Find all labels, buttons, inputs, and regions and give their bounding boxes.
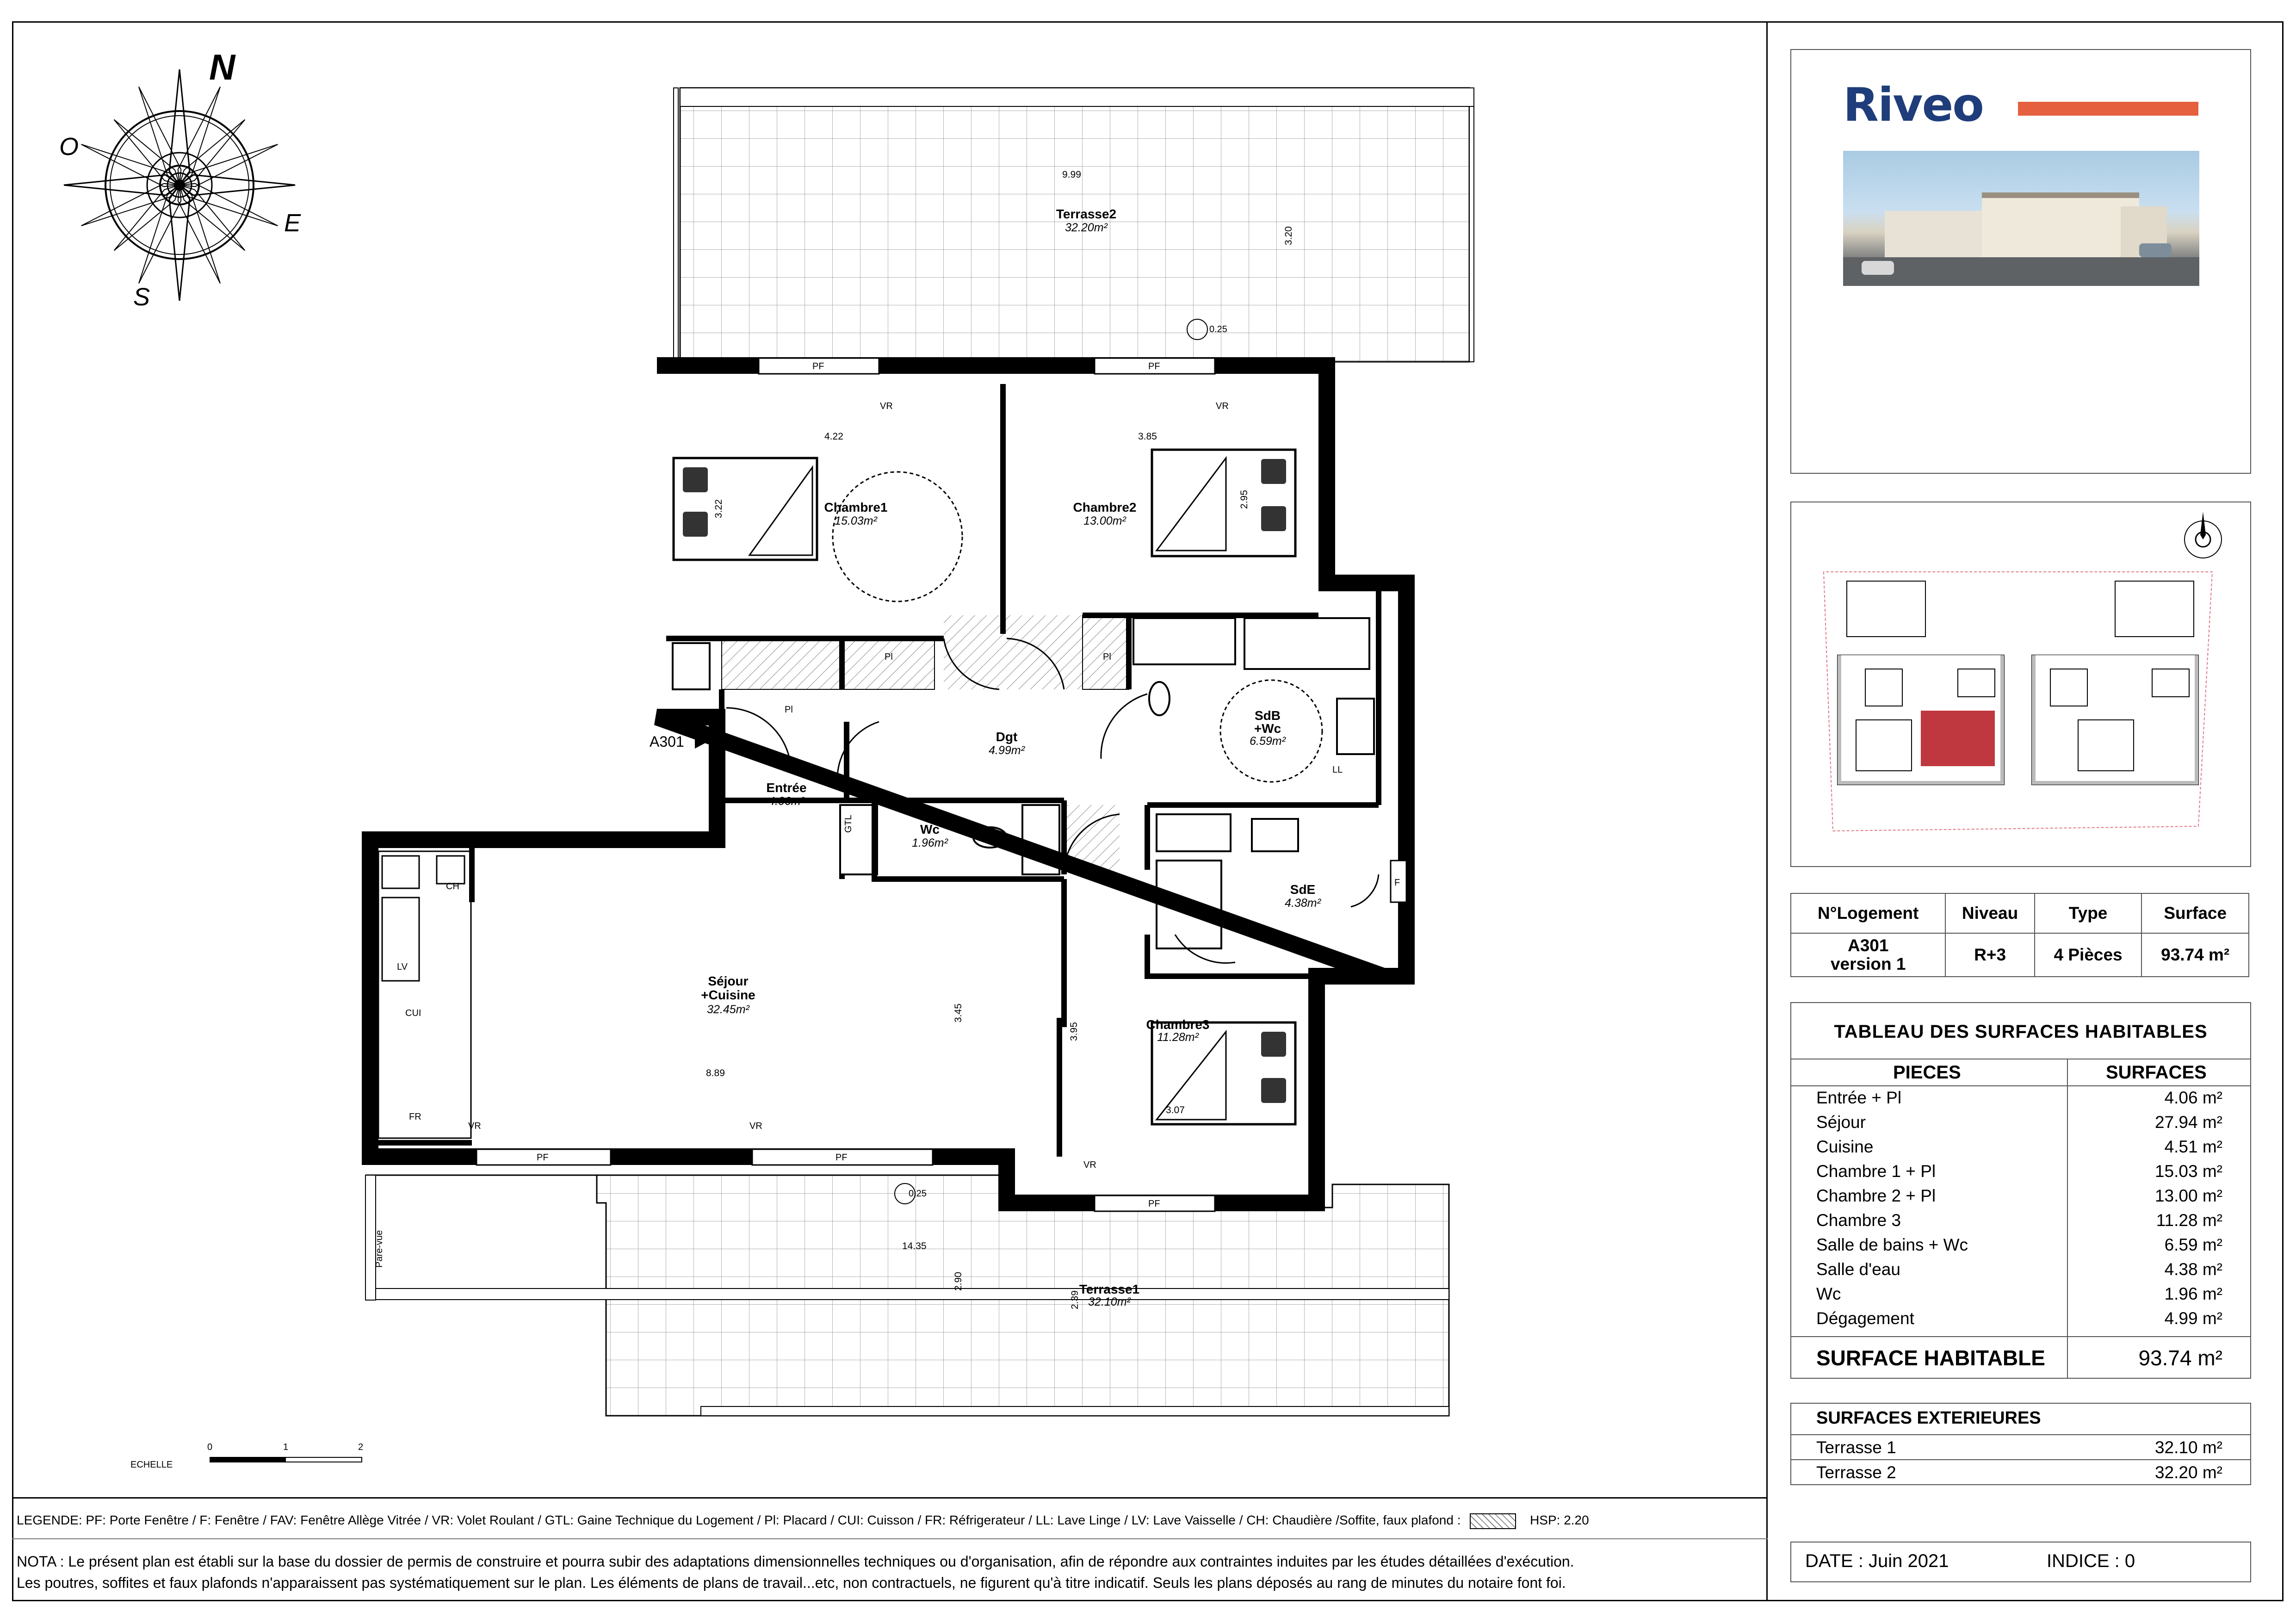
table-row xyxy=(1791,1159,2250,1183)
compass-south: S xyxy=(133,283,150,311)
value-surface: 93.74 m² xyxy=(2141,933,2249,977)
svg-text:PF: PF xyxy=(1148,361,1160,372)
table-row xyxy=(1791,1183,2250,1208)
piece-name: Dégagement xyxy=(1816,1309,1914,1328)
table-row xyxy=(1791,1306,2250,1331)
svg-text:4.06m²: 4.06m² xyxy=(768,795,805,808)
exterior-name: Terrasse 2 xyxy=(1816,1463,1896,1482)
svg-text:CUI: CUI xyxy=(405,1008,421,1018)
svg-text:2.90: 2.90 xyxy=(953,1272,964,1291)
svg-text:VR: VR xyxy=(468,1121,481,1131)
piece-surface: 13.00 m² xyxy=(2154,1186,2222,1205)
piece-name: Séjour xyxy=(1816,1113,1866,1132)
soffit-hatch-swatch xyxy=(1470,1513,1516,1529)
col-surfaces: SURFACES xyxy=(2106,1062,2207,1083)
svg-text:F: F xyxy=(1394,878,1400,888)
surfaces-header xyxy=(1791,1059,2250,1086)
svg-text:PF: PF xyxy=(835,1152,848,1163)
header-logement: N°Logement xyxy=(1791,893,1945,933)
svg-text:+Cuisine: +Cuisine xyxy=(701,988,755,1002)
total-value: 93.74 m² xyxy=(2138,1346,2222,1370)
svg-text:8.89: 8.89 xyxy=(706,1068,725,1078)
apartment-entry-label: A301 xyxy=(650,733,684,750)
svg-text:Pl: Pl xyxy=(1103,652,1111,662)
svg-text:14.35: 14.35 xyxy=(902,1241,927,1251)
svg-text:GTL: GTL xyxy=(843,815,854,833)
total-label: SURFACE HABITABLE xyxy=(1816,1346,2045,1370)
svg-text:VR: VR xyxy=(1083,1160,1096,1170)
svg-text:4.99m²: 4.99m² xyxy=(989,744,1025,757)
table-row xyxy=(1791,1085,2250,1110)
svg-text:32.20m²: 32.20m² xyxy=(1065,221,1108,234)
svg-text:1: 1 xyxy=(283,1442,289,1452)
legend-line xyxy=(17,1513,1589,1529)
svg-text:9.99: 9.99 xyxy=(1062,169,1081,180)
svg-text:32.10m²: 32.10m² xyxy=(1088,1295,1131,1308)
header-type: Type xyxy=(2035,893,2142,933)
piece-name: Salle de bains + Wc xyxy=(1816,1235,1968,1254)
surfaces-total xyxy=(1791,1336,2250,1378)
svg-text:Dgt: Dgt xyxy=(996,730,1018,744)
svg-text:Pl: Pl xyxy=(785,705,793,715)
note-line-1: NOTA : Le présent plan est établi sur la base du dossier de permis de construire et pourra subir des adaptations dimensionnelles techniques ou d'organisation, afin de répondre aux contraintes induites par les études détaillées d'exécution. xyxy=(17,1553,1574,1570)
svg-text:0.25: 0.25 xyxy=(909,1189,927,1199)
svg-text:0: 0 xyxy=(207,1442,213,1452)
piece-surface: 4.99 m² xyxy=(2164,1309,2222,1328)
piece-name: Salle d'eau xyxy=(1816,1260,1900,1279)
svg-text:1.96m²: 1.96m² xyxy=(912,836,948,849)
svg-text:3.85: 3.85 xyxy=(1138,431,1157,442)
value-logement: A301 version 1 xyxy=(1791,933,1945,977)
sheet-border-right xyxy=(2282,21,2284,1601)
brand-logo: Riveo xyxy=(1843,78,1983,132)
svg-text:32.45m²: 32.45m² xyxy=(707,1003,749,1016)
svg-text:Entrée: Entrée xyxy=(766,781,807,795)
svg-text:11.28m²: 11.28m² xyxy=(1157,1031,1199,1044)
disclaimer-notes xyxy=(17,1551,1574,1593)
svg-text:PF: PF xyxy=(537,1152,549,1163)
svg-text:Chambre1: Chambre1 xyxy=(824,500,888,514)
sheet-border-bottom xyxy=(12,1600,2284,1601)
svg-text:3.20: 3.20 xyxy=(1283,226,1294,245)
piece-name: Cuisine xyxy=(1816,1137,1874,1156)
surfaces-rows xyxy=(1791,1085,2250,1331)
date-label: DATE : Juin 2021 xyxy=(1805,1551,1949,1571)
svg-text:PF: PF xyxy=(812,361,824,372)
exterior-name: Terrasse 1 xyxy=(1816,1438,1896,1457)
legend-divider xyxy=(12,1538,1768,1539)
apartment-info-table xyxy=(1790,893,2249,977)
svg-text:3.45: 3.45 xyxy=(953,1004,964,1022)
surfaces-title: TABLEAU DES SURFACES HABITABLES xyxy=(1834,1022,2208,1042)
svg-text:2.39: 2.39 xyxy=(1070,1290,1080,1309)
sheet-divider-vertical xyxy=(1766,21,1768,1601)
table-row xyxy=(1791,1257,2250,1282)
sheet-divider-horizontal xyxy=(12,1497,1768,1499)
svg-text:3.22: 3.22 xyxy=(713,499,724,518)
brand-panel xyxy=(1790,49,2251,474)
svg-text:VR: VR xyxy=(1216,401,1229,411)
header-surface: Surface xyxy=(2141,893,2249,933)
note-line-2: Les poutres, soffites et faux plafonds n'apparaissent pas systématiquement sur le plan. Les éléments de plans de travail...etc, non contractuels, ne figurent qu'à titre indicatif. Seuls les plans déposés au rang de minutes du notaire font foi. xyxy=(17,1574,1566,1591)
scale-bar xyxy=(130,1442,363,1470)
svg-text:6.59m²: 6.59m² xyxy=(1250,735,1286,748)
piece-surface: 1.96 m² xyxy=(2164,1284,2222,1303)
table-row xyxy=(1791,1282,2250,1306)
svg-text:Chambre3: Chambre3 xyxy=(1146,1017,1210,1032)
table-row xyxy=(1791,1434,2250,1460)
building-render-photo xyxy=(1843,151,2199,286)
svg-text:Terrasse2: Terrasse2 xyxy=(1056,207,1117,221)
svg-text:Séjour: Séjour xyxy=(708,974,749,988)
col-pieces: PIECES xyxy=(1893,1062,1961,1083)
piece-surface: 11.28 m² xyxy=(2156,1211,2222,1230)
indice-label: INDICE : 0 xyxy=(2047,1551,2135,1571)
svg-text:SdB: SdB xyxy=(1255,708,1281,723)
compass-rose-icon xyxy=(40,46,318,324)
piece-name: Chambre 3 xyxy=(1816,1211,1901,1230)
piece-name: Chambre 1 + Pl xyxy=(1816,1162,1936,1181)
highlighted-apartment xyxy=(1921,711,1995,766)
table-row xyxy=(1791,1110,2250,1134)
header-niveau: Niveau xyxy=(1945,893,2034,933)
pare-vue-label: Pare-vue xyxy=(374,1230,384,1268)
legend-text: LEGENDE: PF: Porte Fenêtre / F: Fenêtre / FAV: Fenêtre Allège Vitrée / VR: Volet Roulant / GTL: Gaine Technique du Logement / Pl: Placard / CUI: Cuisson / FR: Réfrigerateur / LL: Lave Linge / LV: Lave Vaisselle / CH: Chaudière /Soffite, faux plafond : xyxy=(17,1513,1461,1527)
svg-text:PF: PF xyxy=(1148,1199,1160,1209)
date-indice-box xyxy=(1790,1542,2251,1582)
exterior-value: 32.20 m² xyxy=(2154,1463,2222,1482)
svg-text:SdE: SdE xyxy=(1290,882,1316,897)
surfaces-table xyxy=(1790,1002,2251,1379)
compass-west: O xyxy=(59,133,79,161)
exterior-title: SURFACES EXTERIEURES xyxy=(1816,1408,2041,1428)
svg-text:LV: LV xyxy=(397,962,408,972)
piece-name: Entrée + Pl xyxy=(1816,1088,1902,1107)
svg-text:Wc: Wc xyxy=(920,822,940,836)
brand-accent-bar xyxy=(2018,102,2198,116)
svg-text:3.07: 3.07 xyxy=(1166,1105,1185,1115)
svg-text:2.95: 2.95 xyxy=(1239,490,1250,509)
svg-text:3.95: 3.95 xyxy=(1069,1022,1079,1041)
svg-text:CH: CH xyxy=(446,881,459,892)
piece-surface: 27.94 m² xyxy=(2154,1113,2222,1132)
svg-text:LL: LL xyxy=(1332,765,1343,775)
svg-text:15.03m²: 15.03m² xyxy=(835,514,877,527)
piece-surface: 4.51 m² xyxy=(2164,1137,2222,1156)
value-niveau: R+3 xyxy=(1945,933,2034,977)
piece-name: Chambre 2 + Pl xyxy=(1816,1186,1936,1205)
piece-surface: 4.38 m² xyxy=(2164,1260,2222,1279)
exterior-surfaces-table xyxy=(1790,1403,2251,1485)
svg-text:Terrasse1: Terrasse1 xyxy=(1079,1282,1140,1296)
svg-text:0.25: 0.25 xyxy=(1209,324,1227,335)
svg-text:VR: VR xyxy=(749,1121,762,1131)
svg-text:4.38m²: 4.38m² xyxy=(1285,897,1321,910)
value-type: 4 Pièces xyxy=(2035,933,2142,977)
compass-east: E xyxy=(284,209,301,237)
svg-text:4.22: 4.22 xyxy=(824,431,843,442)
table-row xyxy=(1791,1233,2250,1257)
svg-text:+Wc: +Wc xyxy=(1254,721,1281,736)
svg-text:Chambre2: Chambre2 xyxy=(1073,500,1137,514)
piece-surface: 15.03 m² xyxy=(2154,1162,2222,1181)
svg-text:VR: VR xyxy=(880,401,893,411)
exterior-value: 32.10 m² xyxy=(2154,1438,2222,1457)
mini-compass-icon xyxy=(2185,512,2222,558)
piece-surface: 6.59 m² xyxy=(2164,1235,2222,1254)
compass-north: N xyxy=(209,47,235,87)
table-row xyxy=(1791,1208,2250,1233)
location-map-panel xyxy=(1790,502,2251,867)
table-row xyxy=(1791,1134,2250,1159)
svg-text:FR: FR xyxy=(409,1112,421,1122)
piece-name: Wc xyxy=(1816,1284,1841,1303)
svg-text:Pl: Pl xyxy=(885,652,893,662)
piece-surface: 4.06 m² xyxy=(2164,1088,2222,1107)
site-plan-thumbnail xyxy=(1791,502,2250,866)
table-row xyxy=(1791,1459,2250,1485)
svg-text:13.00m²: 13.00m² xyxy=(1083,514,1126,527)
svg-text:ECHELLE: ECHELLE xyxy=(130,1460,173,1470)
hsp-text: HSP: 2.20 xyxy=(1530,1513,1589,1527)
svg-text:2: 2 xyxy=(358,1442,364,1452)
